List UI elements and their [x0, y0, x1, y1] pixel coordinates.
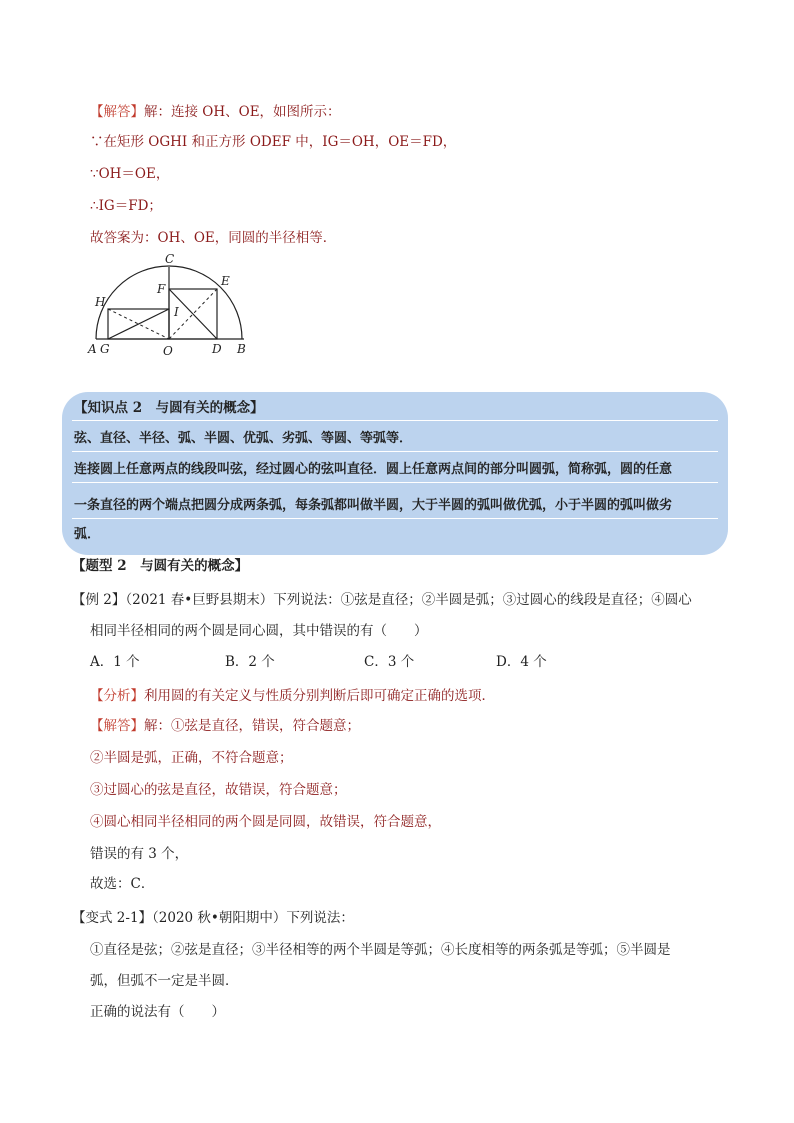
variant-line-4: 正确的说法有（ ）: [90, 1004, 225, 1020]
variant-text-1: （2020 秋•朝阳期中）下列说法：: [152, 910, 354, 926]
label-f: F: [157, 282, 166, 296]
option-b: B．2 个: [225, 654, 275, 670]
label-b: B: [237, 342, 246, 356]
analysis-tag: 【分析】: [90, 688, 144, 704]
solution-line-3: ∵OH＝OE，: [90, 166, 170, 182]
variant-tag: 【变式 2-1】: [72, 910, 153, 926]
answer-line-2: ②半圆是弧，正确，不符合题意；: [90, 750, 293, 766]
label-e: E: [221, 274, 230, 288]
knowledge-box: [62, 392, 728, 555]
analysis-line: [90, 686, 495, 706]
variant-line-1: [72, 908, 354, 928]
example-tag: 【例 2】: [72, 592, 126, 608]
label-d: D: [212, 342, 222, 356]
label-i: I: [174, 305, 179, 319]
solution-text: 解：连接 OH、OE，如图所示：: [144, 104, 341, 120]
label-c: C: [165, 252, 175, 266]
knowledge-line-1: 弦、直径、半径、弧、半圆、优弧、劣弧、等圆、等弧等．: [74, 431, 413, 446]
variant-line-2: ①直径是弦；②弦是直径；③半径相等的两个半圆是等弧；④长度相等的两条弧是等弧；⑤半圆是: [90, 942, 671, 958]
solution-line-5: 故答案为：OH、OE，同圆的半径相等．: [90, 230, 337, 246]
geometry-figure: [86, 250, 256, 362]
example-text-1: （2021 春•巨野县期末）下列说法：①弦是直径；②半圆是弧；③过圆心的线段是直径；④圆心: [125, 592, 692, 608]
label-h: H: [95, 295, 106, 309]
solution-line-1: [90, 102, 341, 122]
example-line-2: 相同半径相同的两个圆是同心圆，其中错误的有（ ）: [90, 623, 428, 639]
solution-tag: 【解答】: [90, 104, 144, 120]
label-a: A: [88, 342, 97, 356]
answer-line-4: ④圆心相同半径相同的两个圆是同圆，故错误，符合题意，: [90, 814, 441, 830]
solution-line-2: ∵在矩形 OGHI 和正方形 ODEF 中，IG＝OH，OE＝FD，: [90, 134, 457, 150]
option-d: D．4 个: [496, 654, 547, 670]
answer-count: 错误的有 3 个，: [90, 846, 189, 862]
option-c: C．3 个: [364, 654, 415, 670]
label-o: O: [163, 344, 173, 358]
knowledge-line-4: 弧．: [74, 527, 101, 542]
knowledge-line-2: 连接圆上任意两点的线段叫弦，经过圆心的弦叫直径．圆上任意两点间的部分叫圆弧，简称弧，圆的任意: [74, 462, 673, 477]
topic-title: 【题型 2 与圆有关的概念】: [72, 558, 249, 574]
answer-tag: 【解答】: [90, 718, 144, 734]
answer-choice: 故选：C．: [90, 876, 155, 892]
answer-line-3: ③过圆心的弦是直径，故错误，符合题意；: [90, 782, 347, 798]
segment-ig: [108, 309, 169, 339]
answer-text-1: 解：①弦是直径，错误，符合题意；: [144, 718, 360, 734]
label-g: G: [100, 342, 110, 356]
analysis-text: 利用圆的有关定义与性质分别判断后即可确定正确的选项．: [144, 688, 495, 704]
knowledge-line-3: 一条直径的两个端点把圆分成两条弧，每条弧都叫做半圆，大于半圆的弧叫做优弧，小于半圆的弧叫做劣: [74, 498, 673, 513]
example-line-1: [72, 590, 692, 610]
knowledge-title: 【知识点 2 与圆有关的概念】: [74, 400, 264, 416]
variant-line-3: 弧，但弧不一定是半圆．: [90, 973, 239, 989]
option-a: A．1 个: [90, 654, 140, 670]
answer-line-1: [90, 716, 360, 736]
solution-line-4: ∴IG＝FD；: [90, 198, 162, 214]
